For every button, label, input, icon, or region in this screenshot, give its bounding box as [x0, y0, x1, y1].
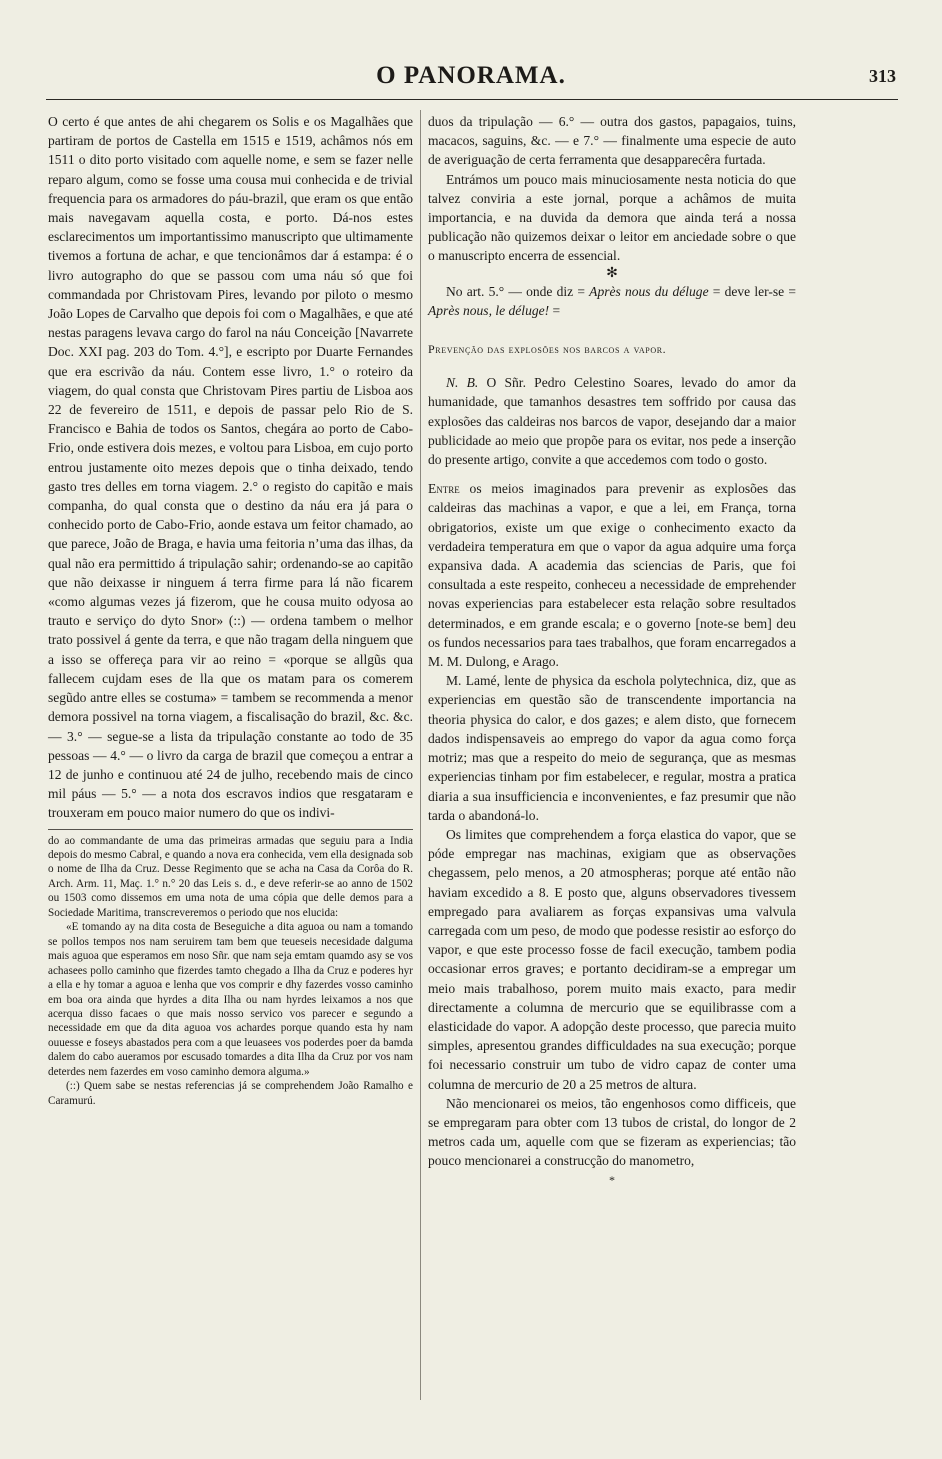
erratum-correct-text: Après nous, le déluge!: [428, 302, 550, 318]
editor-note: [428, 373, 796, 469]
article-paragraph: M. Lamé, lente de physica da eschola polytechnica, diz, que as experiencias em questão são de transcendente importancia na theoria physica do calor, e dos gazes; e alem disto, que fornecem dados indispensaveis ao emprego do vapor da agua como força motriz; mas que a respeito do meio de segurança, que as mesmas experiencias tinham por fim estabelecer, e regular, mostra a pratica diaria a sua insufficiencia e inconvenientes, e faz presumir que não tarda o abandoná-lo.: [428, 673, 796, 823]
journal-title: O PANORAMA.: [376, 62, 566, 89]
footnote-quotation: «E tomando ay na dita costa de Beseguiche a dita aguoa ou nam a tomando se pollos tempos nos nam seruirem tam bem que teueseis necesidade dalguma mais aguoa que esperamos em noso Sñr. que nam seja emtam quamdo asy se vos achasees pollo caminho que fizerdes tamto chegado a Ilha da Cruz e poderes hyr a ella e hy tomar a aguoa e lenha que vos comprir e dhy fazerdes vosso caminho em boa ora ainda que hyrdes a dita Ilha ou nam hyrdes leixamos a nos que acerqua disso facaes o que mais nosso servico vos parecer e segundo a necessidade em que da dita aguoa vos achardes porque quando esta hy nam ouuesse e foseys abastados pera com a que leuasees vos poderdes poer da bamda dalem do cabo aueramos por escusado tomardes a dita Ilha da Cruz por vos nam deterdes nem fazerdes em voso caminho demora alguma.»: [48, 921, 413, 1078]
erratum-note: [428, 282, 796, 320]
article-paragraph: Os limites que comprehendem a força elastica do vapor, que se póde empregar nas machinas, exigiam que as observações chegassem, pelo menos, a 20 atmospheras; porque até então não haviam excedido a 8. E posto que, alguns observadores tivessem empregado para avaliarem as forças expansivas uma valvula carregada com um peso, de modo que podesse resistir ao esforço do vapor, e que este processo fosse de facil execução, tambem podia occasionar erros graves; e portanto decidiram-se a empregar um meio mais trabalhoso, porem muito mais exacto, para medir directamente a columna de mercurio que se equilibrasse com a elasticidade do vapor. A adopção deste processo, que parecia muito simples, apresentou grandes difficuldades na sua execução; porque foi necessario construir um tubo de vidro capaz de conter uma columna de mercurio de 20 a 25 metros de altura.: [428, 826, 796, 1092]
erratum-wrong-text: Après nous du déluge: [589, 283, 709, 299]
body-paragraph: Entrámos um pouco mais minuciosamente nesta noticia do que talvez conviria a este jornal, porque a achâmos de muita importancia, e na duvida da demora que ainda terá a nossa publicação não quizemos deixar o leitor em anciedade sobre o que o manuscripto encerra de essencial.: [428, 171, 796, 264]
section-heading: Prevenção das explosões nos barcos a vapor.: [428, 342, 667, 357]
article-paragraph: [428, 479, 796, 671]
article-paragraph-text: os meios imaginados para prevenir as explosões das caldeiras das machinas a vapor, e que a lei, em França, torna obrigatorios, existe um que exige o conhecimento exacto da verdadeira temperatura em que o vapor da agua adquire uma força expansiva dada. A academia das sciencias de Paris, que foi consultada a este respeito, conheceu a necessidade de emprehender novas experiencias para estabelecer esta relação sobre resultados determinados, e em grande escala; e o governo [note-se bem] deu os fundos necessarios para taes trabalhos, que foram encarregados a M. M. Dulong, e Arago.: [428, 481, 796, 670]
erratum-lead: No art. 5.° — onde diz =: [446, 283, 590, 299]
footnotes: [48, 834, 413, 1109]
editor-note-text: O Sñr. Pedro Celestino Soares, levado do amor da humanidade, que tamanhos desastres tem soffrido por causa das explosões das caldeiras nos barcos de vapor, desejando dar a maior publicidade ao meio que propõe para os evitar, nos pede a inserção do presente artigo, convite a que accedemos com todo o gosto.: [428, 375, 796, 468]
footnote-separator: [48, 829, 413, 830]
footnote-paragraph: (::) Quem sabe se nestas referencias já se comprehendem João Ramalho e Caramurú.: [48, 1080, 413, 1107]
body-paragraph: duos da tripulação — 6.° — outra dos gastos, papagaios, tuins, macacos, saguins, &c. — e 7.° — finalmente uma especie de auto de averiguação de certa ferramenta que desapparecêra furtada.: [428, 114, 796, 168]
article-first-word: Entre: [428, 481, 460, 497]
body-paragraph: O certo é que antes de ahi chegarem os Solis e os Magalhães que partiram de portos de Castella em 1515 e 1519, achâmos nós em 1511 o dito porto visitado com aquelle nome, e sem se fazer nelle reparo algum, como se fosse uma cousa mui conhecida e de trivial frequencia para os armadores do páu-brazil, que eram os que então mais navegavam aquella costa, e porto. Dá-nos estes esclarecimentos um importantissimo manuscripto que ultimamente tivemos a fortuna de achar, e que tencionâmos dar á estampa: é o livro autographo do que se passou com uma náu só que foi commandada por Christovam Pires, levando por piloto o mesmo João Lopes de Carvalho que depois foi com o Magalhães, e que até nestas paragens levava cargo do farol na náu Conceição [Navarrete Doc. XXI pag. 203 do Tom. 4.°], e escripto por Duarte Fernandes que era escrivão da náu. Contem esse livro, 1.° o roteiro da viagem, do qual consta que Christovam Pires partiu de Lisboa aos 22 de fevereiro de 1511, e depois de passar pelo Rio de S. Francisco e Bahia de todos os Santos, chegára ao porto de Cabo-Frio, onde estivera dois mezes, e voltou para Lisboa, em cujo porto entrou justamente oito mezes depois que o tinha deixado, tendo gasto tres delles em torna viagem. 2.° o registo do capitão e mais companha, do qual consta que o destino da náu era já para o conhecido porto de Cabo-Frio, aonde estava um feitor chamado, ao que parece, João de Braga, e havia uma feitoria n’uma das ilhas, da qual não era permittido á tripulação sahir; ordenando-se ao capitão que não deixasse ir ninguem á terra firme para lá não ficarem «como algumas vezes já fizerom, que he cousa muito odyosa ao trauto e serviço do dyto Snor» (::) — ordena tambem o melhor trato possivel á gente da terra, e que não tragam della ninguem que a isso se offereça para vir ao reino = «porque se allgũs qua fallecem cujdam eses de lla que os matam para os comerem segũdo antre elles se costuma» = tambem se recommenda a menor demora possivel na torna viagem, a fiscalisação do brazil, &c. &c. — 3.° — segue-se a lista da tripulação constante ao todo de 35 pessoas — 4.° — o livro da carga de brazil que começou a entrar a 12 de junho e continuou até 24 de julho, recebendo mais de cinco mil páus — 5.° — a nota dos escravos indios que resgataram e trouxeram em pouco maior numero do que os indivi-: [48, 114, 413, 821]
erratum-end: =: [549, 302, 561, 318]
end-mark: *: [609, 1172, 615, 1187]
column-divider: [420, 110, 421, 1400]
erratum-mid: = deve ler-se =: [708, 283, 796, 299]
asterism-mark: ✻: [606, 265, 618, 281]
left-column: [48, 112, 413, 1389]
page-number: 313: [869, 66, 896, 86]
right-column: [428, 112, 796, 1389]
article-paragraph: Não mencionarei os meios, tão engenhosos como difficeis, que se empregaram para obter com 13 tubos de cristal, do longor de 2 metros cada um, aquelle com que se fizeram as experiencias; tão pouco mencionarei a construcção do manometro,: [428, 1095, 796, 1169]
footnote-paragraph: do ao commandante de uma das primeiras armadas que seguiu para a India depois do mesmo Cabral, e quando a nova era conhecida, vem ella designada sob o nome de Ilha da Cruz. Desse Regimento que se acha na Casa da Corôa do R. Arch. Arm. 11, Maç. 1.° n.° 20 das Leis s. d., e deve referir-se ao anno de 1502 ou 1503 como dissemos em uma nota de uma cópia que delle demos para a Sociedade Maritima, transcreveremos o periodo que nos elucida:: [48, 834, 413, 919]
header-rule: [46, 99, 898, 100]
page-header: [46, 62, 896, 98]
editor-note-lead: N. B.: [446, 375, 479, 391]
